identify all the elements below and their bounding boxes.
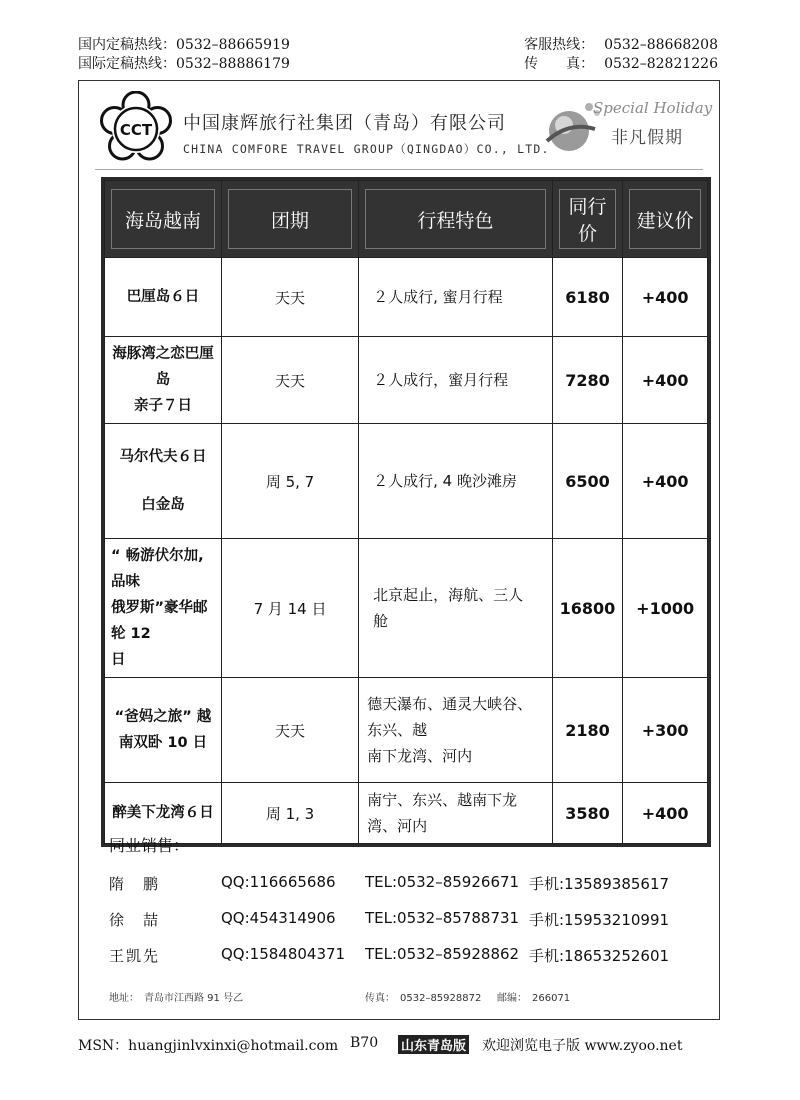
table-row — [105, 337, 708, 424]
route-cell — [105, 424, 222, 539]
contact-tel: TEL:0532–85926671 — [365, 873, 520, 891]
page-number: B70 — [350, 1035, 379, 1051]
table-row — [105, 258, 708, 337]
features-line: 南下龙湾、河内 — [367, 747, 473, 765]
suggested-cell: +400 — [623, 783, 708, 844]
contact-tel: TEL:0532–85788731 — [365, 909, 520, 927]
header-date — [221, 181, 358, 258]
features-cell — [359, 678, 553, 783]
contact-name: 徐 喆 — [109, 911, 161, 929]
welcome-text[interactable]: 欢迎浏览电子版 www.zyoo.net — [482, 1038, 683, 1054]
contact-row — [109, 909, 689, 931]
route-line: 白金岛 — [141, 497, 185, 513]
suggested-cell: +400 — [623, 337, 708, 424]
features-line: 德天瀑布、通灵大峡谷、东兴、越 — [367, 695, 533, 739]
features-line: ２人成行，蜜月行程 — [373, 371, 509, 389]
header-price — [552, 181, 623, 258]
table-row — [105, 539, 708, 678]
route-cell — [105, 678, 222, 783]
header-features — [359, 181, 553, 258]
company-header — [95, 89, 713, 169]
features-cell — [359, 337, 553, 424]
table-header-row — [105, 181, 708, 258]
features-cell — [359, 258, 553, 337]
sales-title: 同业销售： — [109, 836, 190, 855]
table-row — [105, 678, 708, 783]
header-suggested — [623, 181, 708, 258]
table-row — [105, 424, 708, 539]
contact-row — [109, 873, 689, 895]
route-line: 南双卧 10 日 — [118, 735, 208, 751]
features-line: ２人成行, 蜜月行程 — [373, 288, 503, 306]
tour-table — [101, 177, 711, 847]
content-frame — [78, 80, 720, 1020]
route-line: 日 — [111, 652, 126, 668]
price-cell: 6500 — [552, 424, 623, 539]
logo-text: CCT — [119, 121, 153, 139]
price-cell: 16800 — [552, 539, 623, 678]
route-cell — [105, 539, 222, 678]
fax-label-part2: 真： — [566, 56, 595, 72]
route-cell — [105, 258, 222, 337]
suggested-cell: +400 — [623, 424, 708, 539]
features-cell — [359, 539, 553, 678]
edition-brand: 山东青岛版 — [398, 1035, 469, 1054]
header-price-label: 同行价 — [559, 189, 617, 249]
footer-postcode: 邮编： 266071 — [497, 993, 571, 1004]
contact-mobile: 手机:13589385617 — [529, 875, 670, 893]
route-line: 醉美下龙湾６日 — [112, 805, 214, 821]
contact-name: 隋 鹏 — [109, 875, 161, 893]
route-line: 巴厘岛６日 — [126, 289, 200, 305]
special-holiday-logo — [533, 89, 713, 161]
service-value: 0532–88668208 — [604, 37, 718, 53]
table-row — [105, 783, 708, 844]
route-line: “爸妈之旅” 越 — [114, 709, 212, 725]
holiday-en: Special Holiday — [593, 99, 713, 117]
company-name-en: CHINA COMFORE TRAVEL GROUP（QINGDAO）CO., LTD. — [183, 142, 550, 156]
footer-fax: 传真： 0532–85928872 — [365, 993, 482, 1004]
contact-mobile: 手机:18653252601 — [529, 947, 670, 965]
header-route-label: 海岛越南 — [111, 189, 215, 249]
route-line: “ 畅游伏尔加, 品味 — [111, 548, 204, 590]
features-cell — [359, 424, 553, 539]
international-hotline: 国际定稿热线：0532–88886179 — [78, 56, 290, 72]
route-line: 马尔代夫６日 — [119, 449, 207, 465]
fax-label — [524, 55, 594, 74]
header-divider — [95, 169, 703, 170]
hotlines-right — [524, 36, 718, 74]
holiday-cn: 非凡假期 — [611, 128, 683, 148]
date-cell: 周 1, 3 — [221, 783, 358, 844]
contact-qq: QQ:454314906 — [221, 909, 336, 927]
route-line: 亲子７日 — [133, 398, 192, 414]
hotlines-left — [78, 36, 290, 74]
price-cell: 7280 — [552, 337, 623, 424]
header-suggested-label: 建议价 — [629, 189, 701, 249]
date-cell: 天天 — [221, 258, 358, 337]
suggested-cell: +1000 — [623, 539, 708, 678]
route-cell — [105, 337, 222, 424]
price-cell: 6180 — [552, 258, 623, 337]
domestic-hotline: 国内定稿热线：0532–88665919 — [78, 37, 290, 53]
service-label: 客服热线： — [524, 37, 595, 53]
contact-row — [109, 945, 689, 967]
header-date-label: 团期 — [228, 189, 352, 249]
contact-tel: TEL:0532–85928862 — [365, 945, 520, 963]
features-line: ２人成行, 4 晚沙滩房 — [373, 472, 517, 490]
date-cell: 周 5, 7 — [221, 424, 358, 539]
route-line: 海豚湾之恋巴厘岛 — [112, 346, 214, 388]
price-cell: 3580 — [552, 783, 623, 844]
header-route — [105, 181, 222, 258]
features-line: 南宁、东兴、越南下龙湾、河内 — [367, 791, 518, 835]
date-cell: 天天 — [221, 337, 358, 424]
cct-logo-icon — [99, 91, 173, 165]
price-cell: 2180 — [552, 678, 623, 783]
features-line: 北京起止，海航、三人舱 — [373, 586, 524, 630]
contact-mobile: 手机:15953210991 — [529, 911, 670, 929]
footer-address: 地址： 青岛市江西路 91 号乙 — [109, 993, 244, 1004]
date-cell: 7 月 14 日 — [221, 539, 358, 678]
suggested-cell: +300 — [623, 678, 708, 783]
service-hotline — [524, 36, 718, 55]
fax-line — [524, 55, 718, 74]
contact-qq: QQ:1584804371 — [221, 945, 346, 963]
contact-qq: QQ:116665686 — [221, 873, 336, 891]
suggested-cell: +400 — [623, 258, 708, 337]
company-name-cn: 中国康辉旅行社集团（青岛）有限公司 — [183, 113, 506, 134]
header-features-label: 行程特色 — [365, 189, 546, 249]
fax-label-part1: 传 — [524, 56, 539, 72]
msn-contact: MSN：huangjinlvxinxi@hotmail.com — [78, 1038, 339, 1054]
route-line: 俄罗斯”豪华邮轮 12 — [111, 600, 208, 642]
features-cell — [359, 783, 553, 844]
fax-value: 0532–82821226 — [604, 56, 718, 72]
date-cell: 天天 — [221, 678, 358, 783]
contact-name: 王凯先 — [109, 947, 161, 965]
bottom-bar — [78, 1035, 720, 1057]
